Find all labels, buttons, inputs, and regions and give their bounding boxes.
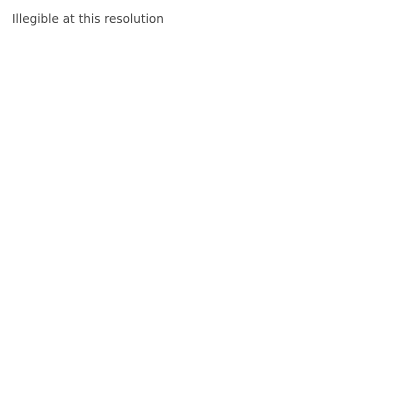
illegible-note: Illegible at this resolution (12, 12, 164, 26)
